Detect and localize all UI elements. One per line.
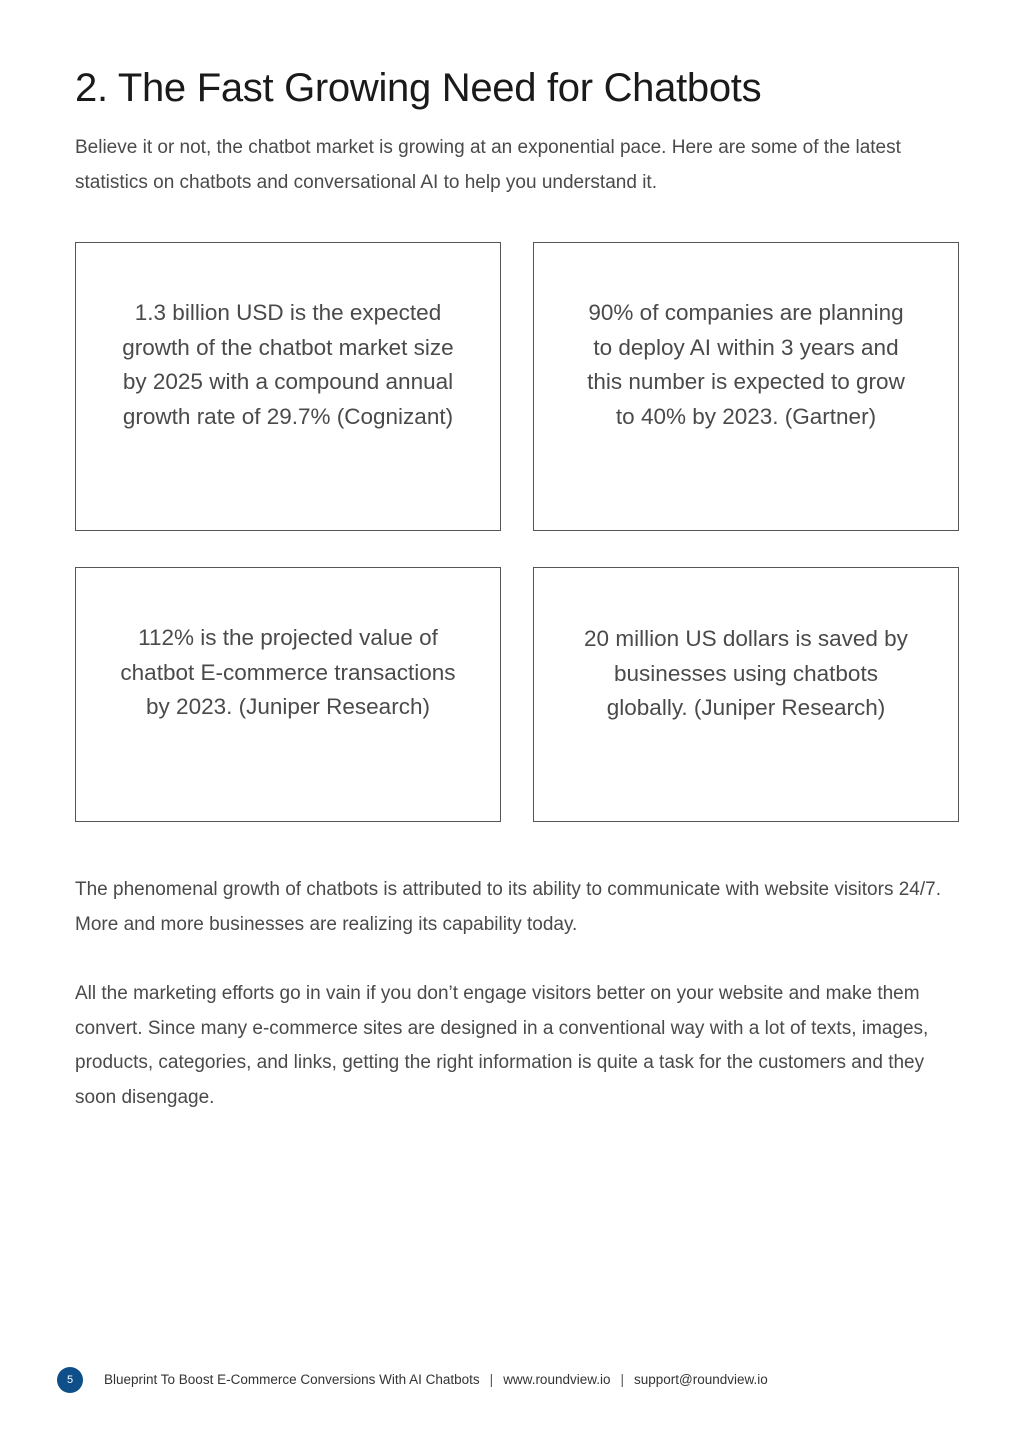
footer-document-title: Blueprint To Boost E-Commerce Conversions With AI Chatbots <box>104 1372 480 1387</box>
footer-separator: | <box>489 1372 494 1387</box>
footer-separator: | <box>620 1372 625 1387</box>
stat-box-market-size <box>75 242 501 531</box>
stat-text: 90% of companies are planning to deploy AI within 3 years and this number is expected to grow to 40% by 2023. (Gartner) <box>587 300 905 429</box>
stat-box-ecommerce-transactions <box>75 567 501 822</box>
stat-box-savings <box>533 567 959 822</box>
page-heading: 2. The Fast Growing Need for Chatbots <box>75 66 762 110</box>
body-paragraph-engagement: All the marketing efforts go in vain if you don’t engage visitors better on your website and make them convert. Since many e-commerce sites are designed in a conventional way with a lot of texts, images, products, categories, and links, getting the right information is quite a task for the customers and they soon disengage. <box>75 983 929 1108</box>
stat-text: 112% is the projected value of chatbot E-commerce transactions by 2023. (Juniper Research) <box>120 625 456 719</box>
stat-text: 1.3 billion USD is the expected growth of the chatbot market size by 2025 with a compound annual growth rate of 29.7% (Cognizant) <box>122 300 454 429</box>
stat-box-ai-deployment <box>533 242 959 531</box>
page-number-badge: 5 <box>57 1367 83 1393</box>
intro-paragraph: Believe it or not, the chatbot market is growing at an exponential pace. Here are some of the latest statistics on chatbots and conversational AI to help you understand it. <box>75 137 901 193</box>
stat-text: 20 million US dollars is saved by businesses using chatbots globally. (Juniper Research) <box>584 626 908 720</box>
body-paragraph-growth: The phenomenal growth of chatbots is attributed to its ability to communicate with website visitors 24/7. More and more businesses are realizing its capability today. <box>75 879 941 935</box>
footer-website-link[interactable]: www.roundview.io <box>503 1372 611 1387</box>
footer-email-link[interactable]: support@roundview.io <box>634 1372 768 1387</box>
page-footer <box>57 1366 768 1393</box>
